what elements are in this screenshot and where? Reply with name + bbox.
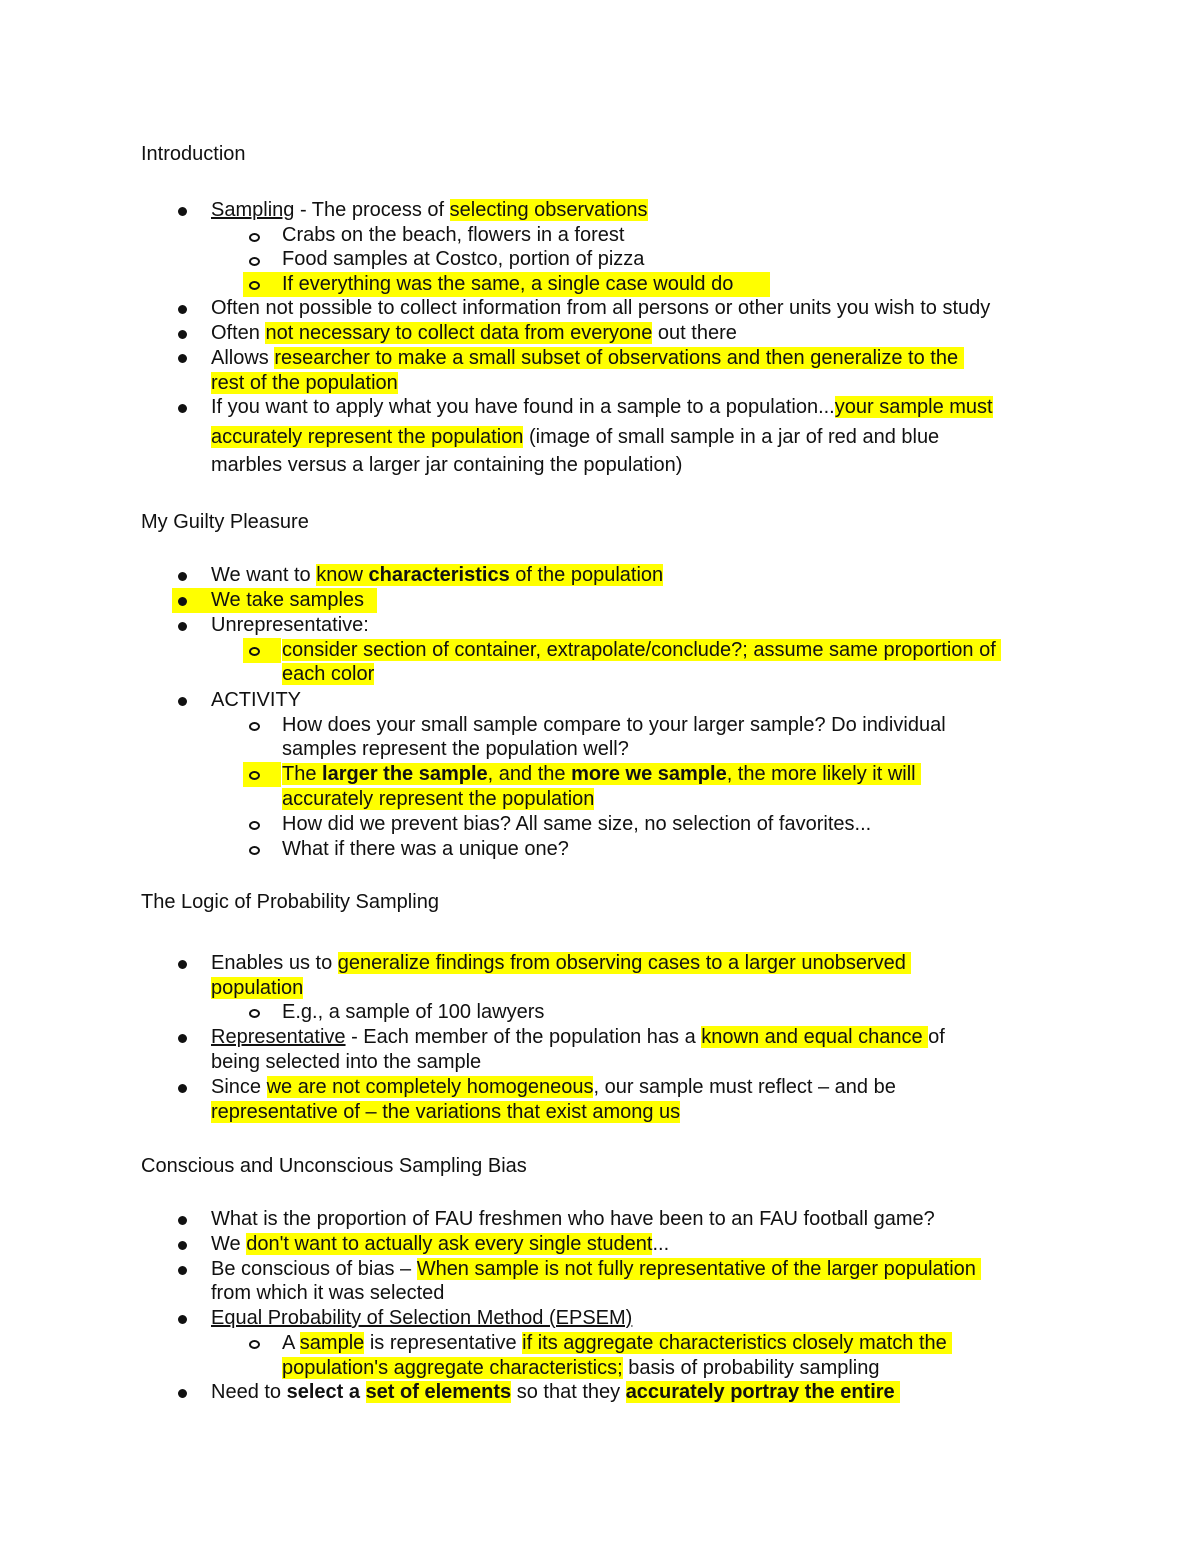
list-item-continuation: marbles versus a larger jar containing the population)	[211, 454, 683, 476]
list-item: Since we are not completely homogeneous, our sample must reflect – and be	[211, 1076, 896, 1098]
circle-bullet-icon	[249, 233, 260, 242]
list-item: Enables us to generalize findings from observing cases to a larger unobserved	[211, 951, 911, 976]
list-item-continuation: representative of – the variations that exist among us	[211, 1101, 681, 1123]
circle-bullet-icon	[249, 722, 260, 731]
circle-bullet-icon	[249, 846, 260, 855]
list-item: What is the proportion of FAU freshmen who have been to an FAU football game?	[211, 1208, 935, 1230]
list-item: We don't want to actually ask every single student...	[211, 1233, 670, 1255]
list-item: ACTIVITY	[211, 689, 302, 711]
bullet-icon	[178, 960, 187, 969]
list-item: Unrepresentative:	[211, 614, 369, 636]
list-item-continuation: accurately represent the population	[282, 788, 595, 810]
list-item: Crabs on the beach, flowers in a forest	[282, 224, 625, 246]
heading-sampling-bias: Conscious and Unconscious Sampling Bias	[141, 1155, 527, 1177]
list-item: Representative - Each member of the population has a known and equal chance of	[211, 1026, 945, 1048]
list-item: If you want to apply what you have found in a sample to a population...your sample must	[211, 396, 993, 418]
list-item-continuation: population	[211, 977, 304, 999]
bullet-icon	[178, 1315, 187, 1324]
circle-bullet-icon	[249, 257, 260, 266]
list-item-continuation: accurately represent the population (image of small sample in a jar of red and blue	[211, 426, 940, 448]
list-item: Need to select a set of elements so that they accurately portray the entire	[211, 1380, 900, 1405]
list-item-continuation: from which it was selected	[211, 1282, 445, 1304]
list-item: We want to know characteristics of the population	[211, 564, 664, 586]
list-item: Allows researcher to make a small subset of observations and then generalize to the	[211, 346, 964, 371]
list-item: We take samples	[211, 589, 365, 611]
list-item: Sampling - The process of selecting observations	[211, 199, 648, 221]
bullet-icon	[178, 1084, 187, 1093]
list-item: How did we prevent bias? All same size, no selection of favorites...	[282, 813, 872, 835]
bullet-icon	[178, 1389, 187, 1398]
list-item: The larger the sample, and the more we sample, the more likely it will	[282, 762, 921, 787]
list-item: Be conscious of bias – When sample is not fully representative of the larger population	[211, 1257, 981, 1282]
list-item: How does your small sample compare to your larger sample? Do individual	[282, 714, 946, 736]
circle-bullet-icon	[249, 281, 260, 290]
list-item: E.g., a sample of 100 lawyers	[282, 1001, 545, 1023]
bullet-icon	[178, 597, 187, 606]
bullet-icon	[178, 572, 187, 581]
heading-logic-of-probability-sampling: The Logic of Probability Sampling	[141, 891, 439, 913]
bullet-icon	[178, 1241, 187, 1250]
circle-bullet-icon	[249, 647, 260, 656]
bullet-icon	[178, 1216, 187, 1225]
circle-bullet-icon	[249, 1009, 260, 1018]
list-item: consider section of container, extrapolate/conclude?; assume same proportion of	[282, 638, 1001, 663]
list-item-continuation: rest of the population	[211, 372, 398, 394]
heading-introduction: Introduction	[141, 143, 246, 165]
list-item: If everything was the same, a single case would do	[282, 273, 734, 295]
circle-bullet-icon	[249, 821, 260, 830]
bullet-icon	[178, 1266, 187, 1275]
list-item-continuation: being selected into the sample	[211, 1051, 482, 1073]
list-item: Equal Probability of Selection Method (EPSEM)	[211, 1307, 633, 1329]
bullet-icon	[178, 207, 187, 216]
bullet-icon	[178, 404, 187, 413]
list-item: A sample is representative if its aggregate characteristics closely match the	[282, 1331, 952, 1356]
list-item-continuation: each color	[282, 663, 375, 685]
circle-bullet-icon	[249, 771, 260, 780]
list-item-continuation: population's aggregate characteristics; basis of probability sampling	[282, 1357, 880, 1379]
bullet-icon	[178, 305, 187, 314]
bullet-icon	[178, 354, 187, 363]
bullet-icon	[178, 1034, 187, 1043]
list-item: What if there was a unique one?	[282, 838, 569, 860]
list-item: Often not possible to collect information from all persons or other units you wish to study	[211, 297, 991, 319]
list-item: Often not necessary to collect data from everyone out there	[211, 322, 737, 344]
bullet-icon	[178, 622, 187, 631]
circle-bullet-icon	[249, 1340, 260, 1349]
list-item: Food samples at Costco, portion of pizza	[282, 248, 645, 270]
bullet-icon	[178, 330, 187, 339]
list-item-continuation: samples represent the population well?	[282, 738, 629, 760]
bullet-icon	[178, 697, 187, 706]
heading-my-guilty-pleasure: My Guilty Pleasure	[141, 511, 309, 533]
